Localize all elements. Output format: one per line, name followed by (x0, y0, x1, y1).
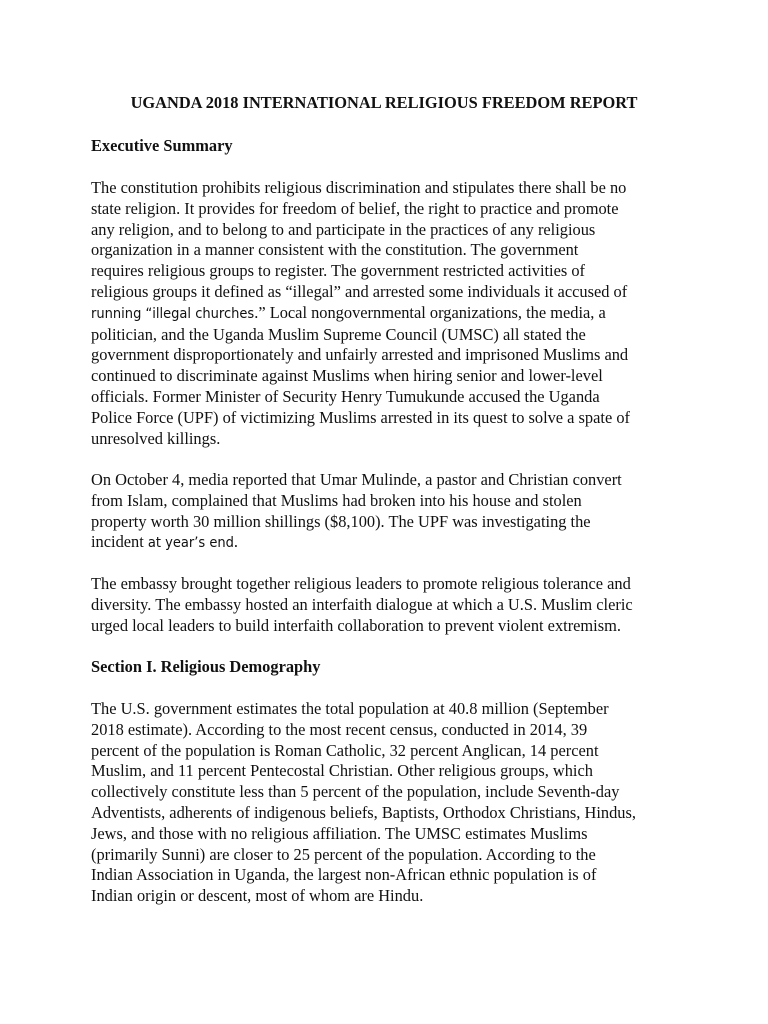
religious-demography-paragraph (91, 699, 691, 907)
text-line: officials. Former Minister of Security Henry Tumukunde accused the Uganda (91, 386, 600, 406)
text-line: unresolved killings. (91, 428, 221, 448)
text-line: The U.S. government estimates the total population at 40.8 million (September (91, 699, 609, 718)
text-line: Indian Association in Uganda, the largest non-African ethnic population is of (91, 865, 597, 885)
text-line (91, 303, 691, 325)
text-line: Police Force (UPF) of victimizing Muslims arrested in its quest to solve a spate of (91, 407, 630, 427)
text-line: Muslim, and 11 percent Pentecostal Christian. Other religious groups, which (91, 761, 593, 781)
text-line: state religion. It provides for freedom of belief, the right to practice and promote (91, 198, 619, 218)
text-line: The embassy brought together religious leaders to promote religious tolerance and (91, 574, 631, 593)
text-line: (primarily Sunni) are closer to 25 percent of the population. According to the (91, 844, 596, 864)
inserted-text: running “illegal churches (91, 305, 255, 322)
text-line: urged local leaders to build interfaith collaboration to prevent violent extremism. (91, 615, 621, 635)
text-line: The constitution prohibits religious discrimination and stipulates there shall be no (91, 178, 627, 197)
section-1-heading: Section I. Religious Demography (91, 657, 321, 676)
text-run: .” Local nongovernmental organizations, the media, a (254, 302, 606, 322)
text-line: 2018 estimate). According to the most recent census, conducted in 2014, 39 (91, 719, 588, 739)
text-line: requires religious groups to register. The government restricted activities of (91, 261, 586, 281)
text-line: organization in a manner consistent with the constitution. The government (91, 240, 579, 260)
text-line: Adventists, adherents of indigenous beliefs, Baptists, Orthodox Christians, Hindus, (91, 802, 636, 822)
executive-summary-paragraph-1 (91, 178, 691, 449)
text-line: any religion, and to belong to and participate in the practices of any religious (91, 219, 596, 239)
inserted-text: at year’s end (147, 535, 234, 552)
text-line (91, 532, 691, 554)
text-line: diversity. The embassy hosted an interfaith dialogue at which a U.S. Muslim cleric (91, 594, 633, 614)
text-line: property worth 30 million shillings ($8,100). The UPF was investigating the (91, 511, 591, 531)
text-line: from Islam, complained that Muslims had broken into his house and stolen (91, 490, 582, 510)
executive-summary-paragraph-2 (91, 470, 691, 554)
text-line: continued to discriminate against Muslims when hiring senior and lower-level (91, 366, 603, 386)
text-line: On October 4, media reported that Umar Mulinde, a pastor and Christian convert (91, 470, 622, 489)
executive-summary-heading: Executive Summary (91, 136, 233, 155)
text-line: government disproportionately and unfairly arrested and imprisoned Muslims and (91, 345, 629, 365)
text-run: incident (91, 532, 148, 552)
text-line: Indian origin or descent, most of whom are Hindu. (91, 886, 424, 906)
text-run: . (233, 532, 239, 552)
text-line: religious groups it defined as “illegal” and arrested some individuals it accused of (91, 281, 628, 301)
text-line: collectively constitute less than 5 percent of the population, include Seventh-day (91, 782, 620, 802)
document-title: UGANDA 2018 INTERNATIONAL RELIGIOUS FREEDOM REPORT (130, 93, 638, 112)
text-line: politician, and the Uganda Muslim Supreme Council (UMSC) all stated the (91, 324, 586, 344)
executive-summary-paragraph-3 (91, 574, 691, 636)
text-line: percent of the population is Roman Catholic, 32 percent Anglican, 14 percent (91, 740, 599, 760)
text-line: Jews, and those with no religious affiliation. The UMSC estimates Muslims (91, 823, 588, 843)
